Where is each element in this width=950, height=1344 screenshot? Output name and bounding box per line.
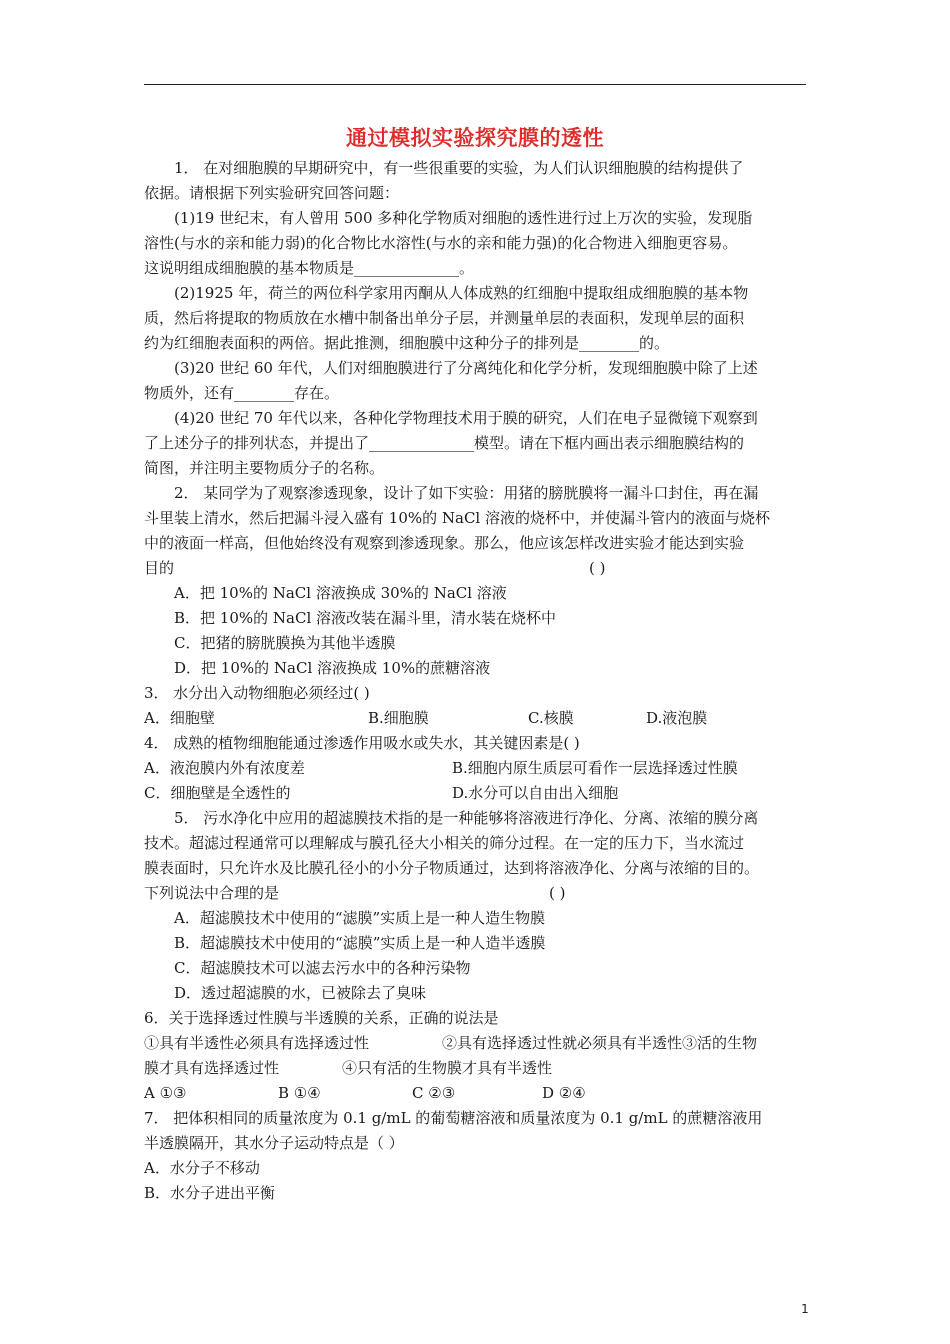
question-7	[144, 1106, 806, 1206]
q5-option-d: D．透过超滤膜的水，已被除去了臭味	[174, 984, 427, 1002]
q1-part2-line: 约为红细胞表面积的两倍。据此推测，细胞膜中这种分子的排列是________的。	[144, 334, 670, 352]
q1-part1-line: (1)19 世纪末，有人曾用 500 多种化学物质对细胞的透性进行过上万次的实验，发现脂	[174, 209, 753, 227]
q1-part1-line: 这说明组成细胞膜的基本物质是______________。	[144, 259, 475, 277]
q6-statement-4: ④只有活的生物膜才具有半透性	[342, 1059, 553, 1077]
question-5	[144, 806, 806, 1006]
q1-part2-line: (2)1925 年，荷兰的两位科学家用丙酮从人体成熟的红细胞中提取组成细胞膜的基本物	[174, 284, 749, 302]
q6-option-b: B ①④	[278, 1084, 321, 1102]
q4-options-row	[144, 756, 806, 781]
q1-intro-line: 1． 在对细胞膜的早期研究中，有一些很重要的实验，为人们认识细胞膜的结构提供了	[174, 159, 744, 177]
q6-statement-2-3: ②具有选择透过性就必须具有半透性③活的生物	[442, 1034, 758, 1052]
q6-options	[144, 1081, 806, 1106]
q7-stem-line: 半透膜隔开，其水分子运动特点是（ ）	[144, 1134, 404, 1152]
q1-part3-line: (3)20 世纪 60 年代，人们对细胞膜进行了分离纯化和化学分析，发现细胞膜中除了上述	[174, 359, 758, 377]
q6-statements-row	[144, 1056, 806, 1081]
q3-option-c: C.核膜	[528, 709, 574, 727]
q6-option-c: C ②③	[412, 1084, 456, 1102]
content	[144, 156, 806, 1206]
q5-option-a: A．超滤膜技术中使用的“滤膜”实质上是一种人造生物膜	[174, 909, 546, 927]
q5-stem-line: 技术。超滤过程通常可以理解成与膜孔径大小相关的筛分过程。在一定的压力下，当水流过	[144, 834, 745, 852]
q6-option-a: A ①③	[144, 1084, 187, 1102]
q1-part4-line: (4)20 世纪 70 年代以来，各种化学物理技术用于膜的研究，人们在电子显微镜下观察到	[174, 409, 758, 427]
q1-part3-line: 物质外，还有________存在。	[144, 384, 340, 402]
q2-stem-last-line	[144, 556, 806, 581]
q3-option-b: B.细胞膜	[368, 709, 429, 727]
q5-option-b: B．超滤膜技术中使用的“滤膜”实质上是一种人造半透膜	[174, 934, 546, 952]
q2-stem-line: 目的	[144, 559, 175, 577]
q2-option-c: C．把猪的膀胱膜换为其他半透膜	[174, 634, 396, 652]
q2-stem-line: 2． 某同学为了观察渗透现象，设计了如下实验：用猪的膀胱膜将一漏斗口封住，再在漏	[174, 484, 759, 502]
q5-stem-line: 5． 污水净化中应用的超滤膜技术指的是一种能够将溶液进行净化、分离、浓缩的膜分离	[174, 809, 759, 827]
q1-part2-line: 质，然后将提取的物质放在水槽中制备出单分子层，并测量单层的表面积，发现单层的面积	[144, 309, 745, 327]
q4-option-d: D.水分可以自由出入细胞	[452, 784, 619, 802]
question-4	[144, 731, 806, 806]
q4-stem: 4． 成熟的植物细胞能通过渗透作用吸水或失水，其关键因素是( )	[144, 734, 580, 752]
q7-stem-line: 7． 把体积相同的质量浓度为 0.1 g/mL 的葡萄糖溶液和质量浓度为 0.1 g/mL 的蔗糖溶液用	[144, 1109, 763, 1127]
question-2	[144, 481, 806, 681]
q6-statement-1: ①具有半透性必须具有选择透过性	[144, 1034, 370, 1052]
q2-option-d: D．把 10%的 NaCl 溶液换成 10%的蔗糖溶液	[174, 659, 491, 677]
q3-option-a: A．细胞壁	[144, 709, 215, 727]
q6-stem: 6．关于选择透过性膜与半透膜的关系，正确的说法是	[144, 1009, 499, 1027]
page-number: 1	[801, 1302, 809, 1316]
q5-stem-last-line	[144, 881, 806, 906]
q2-stem-line: 斗里装上清水，然后把漏斗浸入盛有 10%的 NaCl 溶液的烧杯中，并使漏斗管内的液面与烧杯	[144, 509, 770, 527]
page-title: 通过模拟实验探究膜的透性	[346, 126, 604, 150]
q4-option-b: B.细胞内原生质层可看作一层选择透过性膜	[452, 759, 738, 777]
q6-option-d: D ②④	[542, 1084, 586, 1102]
question-6	[144, 1006, 806, 1106]
q1-part4-line: 了上述分子的排列状态，并提出了______________模型。请在下框内画出表示细胞膜结构的	[144, 434, 745, 452]
q5-stem-line: 膜表面时，只允许水及比膜孔径小的小分子物质通过，达到将溶液净化、分离与浓缩的目的。	[144, 859, 760, 877]
q3-options	[144, 706, 806, 731]
q5-stem-line: 下列说法中合理的是	[144, 884, 280, 902]
q7-option-b: B．水分子进出平衡	[144, 1184, 276, 1202]
q3-option-d: D.液泡膜	[646, 709, 708, 727]
answer-paren: ( )	[549, 884, 566, 902]
q1-part4-line: 简图，并注明主要物质分子的名称。	[144, 459, 385, 477]
q2-option-a: A．把 10%的 NaCl 溶液换成 30%的 NaCl 溶液	[174, 584, 507, 602]
q6-statement-3-cont: 膜才具有选择透过性	[144, 1059, 280, 1077]
q5-option-c: C．超滤膜技术可以滤去污水中的各种污染物	[174, 959, 471, 977]
q6-statements-row	[144, 1031, 806, 1056]
q7-option-a: A．水分子不移动	[144, 1159, 260, 1177]
question-1	[144, 156, 806, 481]
q4-options-row	[144, 781, 806, 806]
q4-option-c: C．细胞壁是全透性的	[144, 784, 291, 802]
q4-option-a: A．液泡膜内外有浓度差	[144, 759, 305, 777]
q1-intro-line: 依据。请根据下列实验研究回答问题：	[144, 184, 400, 202]
q1-part1-line: 溶性(与水的亲和能力弱)的化合物比水溶性(与水的亲和能力强)的化合物进入细胞更容易。	[144, 234, 738, 252]
q3-stem: 3． 水分出入动物细胞必须经过( )	[144, 684, 370, 702]
answer-paren: ( )	[589, 559, 606, 577]
q2-option-b: B．把 10%的 NaCl 溶液改装在漏斗里，清水装在烧杯中	[174, 609, 557, 627]
header-rule	[144, 84, 806, 85]
question-3	[144, 681, 806, 731]
q2-stem-line: 中的液面一样高，但他始终没有观察到渗透现象。那么，他应该怎样改进实验才能达到实验	[144, 534, 745, 552]
